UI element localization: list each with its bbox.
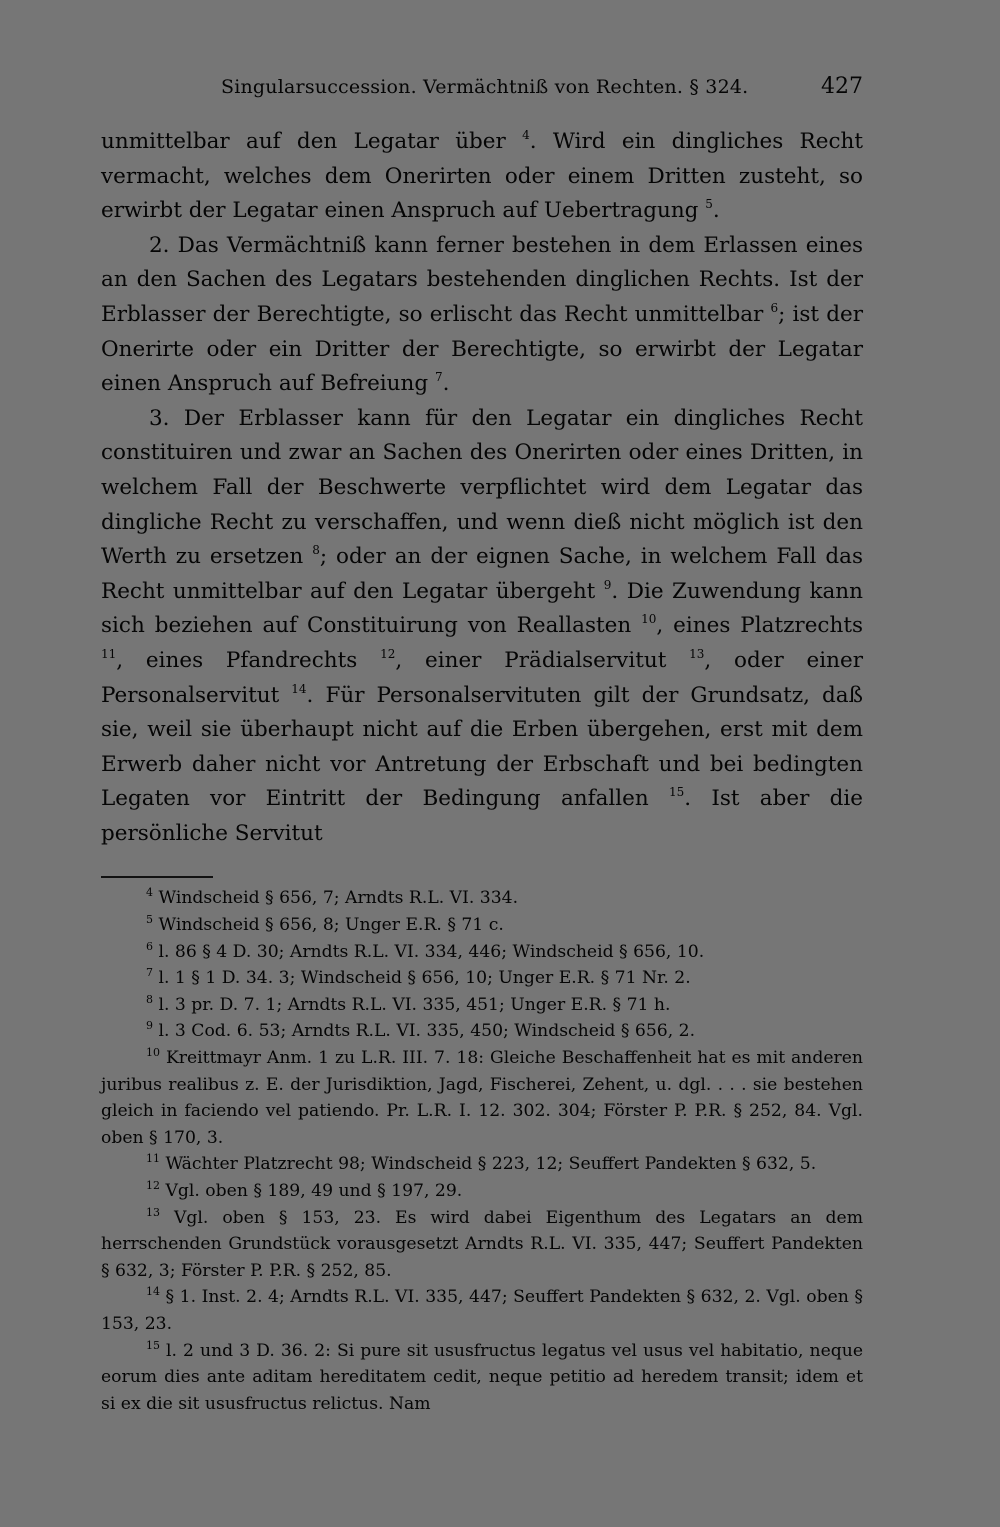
text-run: . Die Zuwendung kann sich beziehen auf Constituirung von Reallasten	[101, 578, 864, 639]
text-run: ; oder an der eignen Sache, in welchem Fall das Recht unmittelbar auf den Legatar übergeht	[101, 544, 863, 604]
running-title: Singularsuccession. Vermächtniß von Rechten. § 324.	[221, 76, 749, 98]
text-run: . Für Personalservituten gilt der Grundsatz, daß sie, weil sie überhaupt nicht auf die Erben übergehen, erst mit dem Erwerb daher nicht vor Antretung der Erbschaft und bei bedingten Legaten vor Eintritt der Bedingung anfallen	[101, 682, 863, 812]
text-run: ; ist der Onerirte oder ein Dritter der Berechtigte, so erwirbt der Legatar einen Anspruch auf Befreiung	[101, 301, 863, 397]
footnote-ref-7: 7	[434, 370, 443, 385]
text-run: 3. Der Erblasser kann für den Legatar ein dingliches Recht constituiren und zwar an Sachen des Onerirten oder eines Dritten, in welchem Fall der Beschwerte verpflichtet wird dem Legatar das dingliche Recht zu verschaffen, und wenn dieß nicht möglich ist den Werth zu ersetzen	[101, 405, 863, 570]
footnote-number: 7	[146, 966, 153, 980]
footnote-number: 5	[146, 913, 153, 927]
footnote	[101, 912, 863, 939]
footnote-text: Vgl. oben § 189, 49 und § 197, 29.	[165, 1181, 463, 1201]
footnote-ref-14: 14	[291, 681, 307, 696]
footnote-ref-10: 10	[641, 612, 657, 627]
footnote-ref-11: 11	[101, 646, 117, 661]
footnote-text: § 1. Inst. 2. 4; Arndts R.L. VI. 335, 447; Seuffert Pandekten § 632, 2. Vgl. oben § 153, 23.	[101, 1287, 863, 1334]
footnote-ref-15: 15	[668, 785, 685, 800]
footnotes	[101, 885, 863, 1417]
footnote-ref-12: 12	[380, 646, 396, 661]
footnote-ref-13: 13	[689, 646, 705, 661]
paragraph-2	[101, 229, 863, 402]
main-text	[101, 125, 863, 851]
text-run: . Wird ein dingliches Recht vermacht, welches dem Onerirten oder einem Dritten zusteht, so erwirbt der Legatar einen Anspruch auf Uebertragung	[101, 129, 863, 224]
text-run: , oder einer Personalservitut	[101, 647, 863, 708]
paragraph-3	[101, 402, 863, 852]
footnote-ref-4: 4	[522, 128, 530, 142]
book-page	[101, 72, 863, 1417]
running-header	[101, 72, 863, 106]
footnote-text: l. 3 pr. D. 7. 1; Arndts R.L. VI. 335, 451; Unger E.R. § 71 h.	[158, 994, 671, 1015]
footnote-number: 12	[146, 1179, 160, 1192]
footnote-number: 6	[146, 939, 153, 953]
footnote-number: 8	[146, 992, 153, 1006]
footnote-number: 13	[146, 1205, 160, 1219]
footnote-text: Vgl. oben § 153, 23. Es wird dabei Eigenthum des Legatars an dem herrschenden Grundstück vorausgesetzt Arndts R.L. VI. 335, 447; Seuffert Pandekten § 632, 3; Förster P. P.R. § 252, 85.	[101, 1207, 863, 1281]
text-run: unmittelbar auf den Legatar über	[101, 129, 523, 154]
footnote-ref-5: 5	[705, 197, 713, 212]
footnote-text: Windscheid § 656, 7; Arndts R.L. VI. 334.	[158, 888, 519, 909]
text-run: , eines Platzrechts	[656, 613, 863, 639]
footnote	[101, 1205, 863, 1285]
footnote-divider	[101, 876, 213, 878]
footnote-text: Windscheid § 656, 8; Unger E.R. § 71 c.	[158, 915, 504, 936]
footnote-number: 9	[146, 1019, 153, 1033]
text-run: .	[442, 371, 450, 397]
footnote-text: Kreittmayr Anm. 1 zu L.R. III. 7. 18: Gleiche Beschaffenheit hat es mit anderen juribus realibus z. E. der Jurisdiktion, Jagd, Fischerei, Zehent, u. dgl. . . . sie bestehen gleich in faciendo vel patiendo. Pr. L.R. I. 12. 302. 304; Förster P. P.R. § 252, 84. Vgl. oben § 170, 3.	[101, 1048, 863, 1148]
text-run: 2. Das Vermächtniß kann ferner bestehen in dem Erlassen eines an den Sachen des Legatars bestehenden dinglichen Rechts. Ist der Erblasser der Berechtigte, so erlischt das Recht unmittelbar	[101, 232, 863, 327]
paragraph-1	[101, 125, 863, 229]
footnote-ref-9: 9	[603, 577, 612, 592]
footnote-number: 10	[146, 1046, 160, 1060]
footnote	[101, 1338, 863, 1418]
footnote-ref-8: 8	[312, 543, 320, 558]
text-run: , eines Pfandrechts	[116, 647, 381, 673]
footnote-number: 14	[146, 1285, 160, 1299]
footnote	[101, 939, 863, 966]
footnote-text: l. 86 § 4 D. 30; Arndts R.L. VI. 334, 446; Windscheid § 656, 10.	[158, 941, 705, 962]
footnote-text: l. 3 Cod. 6. 53; Arndts R.L. VI. 335, 450; Windscheid § 656, 2.	[158, 1021, 696, 1042]
footnote-number: 15	[146, 1338, 160, 1352]
footnote-text: l. 1 § 1 D. 34. 3; Windscheid § 656, 10; Unger E.R. § 71 Nr. 2.	[158, 968, 691, 989]
footnote	[101, 1151, 863, 1178]
text-run: . Ist aber die persönliche Servitut	[101, 786, 863, 846]
footnote-ref-6: 6	[770, 300, 779, 315]
footnote-number: 11	[146, 1152, 160, 1166]
footnote-text: l. 2 und 3 D. 36. 2: Si pure sit ususfructus legatus vel usus vel habitatio, neque eorum dies ante aditam hereditatem cedit, neque petitio ad heredem transit; idem et si ex die sit ususfructus relictus. Nam	[101, 1340, 863, 1414]
footnote	[101, 1045, 863, 1151]
footnote-text: Wächter Platzrecht 98; Windscheid § 223, 12; Seuffert Pandekten § 632, 5.	[165, 1154, 817, 1175]
footnote	[101, 885, 863, 912]
footnote	[101, 1018, 863, 1045]
footnote	[101, 1284, 863, 1337]
footnote	[101, 965, 863, 992]
footnote	[101, 992, 863, 1019]
text-run: .	[712, 198, 720, 224]
text-run: , einer Prädialservitut	[395, 647, 690, 673]
page-number: 427	[821, 74, 863, 99]
footnote-number: 4	[146, 886, 153, 900]
footnote	[101, 1178, 863, 1205]
